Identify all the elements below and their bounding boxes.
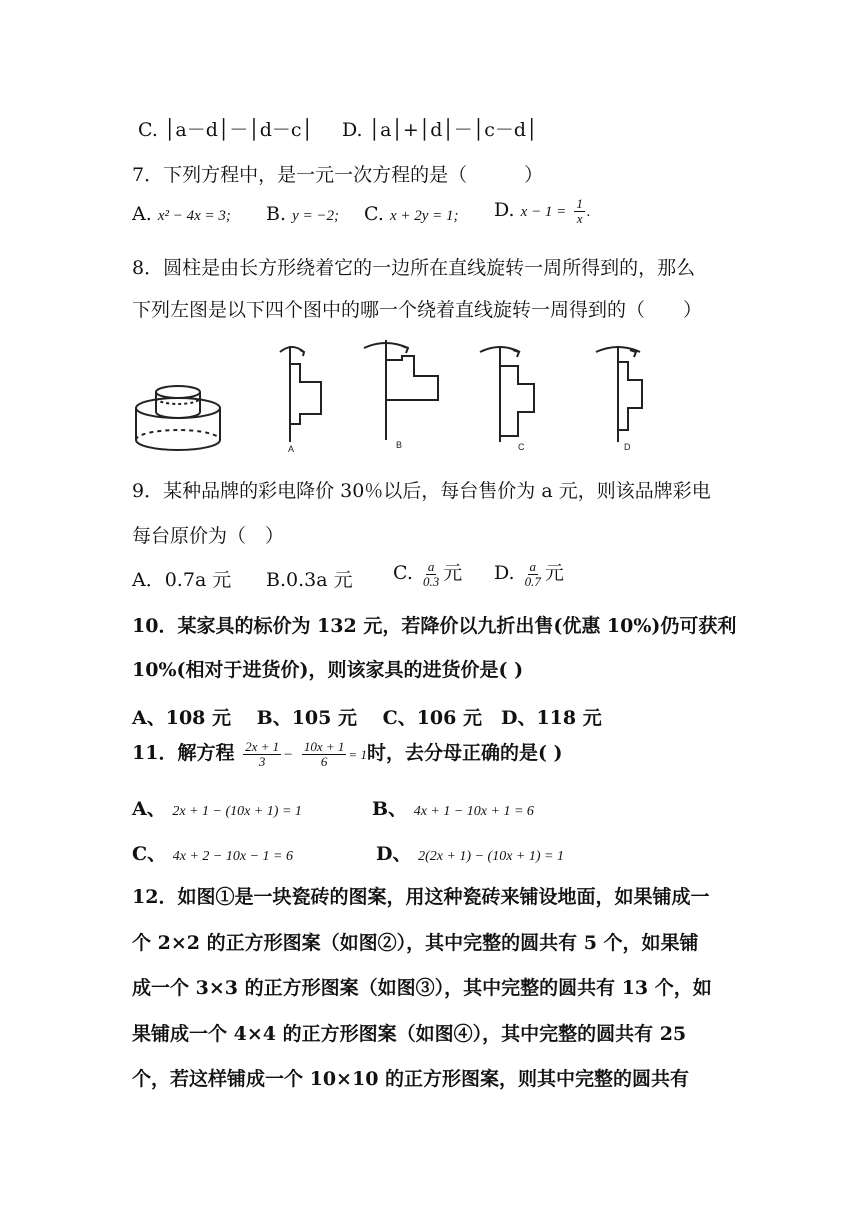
figure-d (596, 346, 642, 442)
figure-a (280, 346, 321, 442)
q9-option-d-fraction (523, 560, 543, 588)
q7-option-a-math: x² − 4x = 3; (157, 208, 231, 224)
q9-option-c-unit: 元 (443, 562, 463, 584)
figure-label-d: D (624, 442, 631, 452)
q11-option-a-label: A、 (132, 798, 166, 820)
q11-fraction-2-numerator: 10x + 1 (303, 738, 345, 754)
q7-option-d-denominator: x (576, 210, 583, 226)
q11-option-b (372, 794, 534, 821)
q9-option-d-numerator: a (529, 558, 537, 574)
q11-fraction-2 (302, 740, 347, 768)
q11-option-a-math: 2x + 1 − (10x + 1) = 1 (172, 804, 302, 819)
q11-option-a (132, 794, 302, 821)
figure-label-c: C (518, 442, 525, 452)
q11-prefix: 11．解方程 (132, 742, 235, 764)
q11-option-b-math: 4x + 1 − 10x + 1 = 6 (413, 804, 534, 819)
q7-option-d-numerator: 1 (576, 196, 583, 211)
q8-line-1: 8．圆柱是由长方形绕着它的一边所在直线旋转一周所得到的，那么 (132, 257, 696, 279)
q9-option-c-numerator: a (427, 558, 435, 574)
q7-stem: 7．下列方程中，是一元一次方程的是（ ） (132, 164, 544, 186)
q11-option-d (376, 839, 564, 866)
q12-line-1: 12．如图①是一块瓷砖的图案，用这种瓷砖来铺设地面，如果铺成一 (132, 886, 710, 908)
q9-option-c-fraction (421, 560, 441, 588)
q8-figures (130, 338, 670, 458)
q7-option-b-math: y = −2; (292, 208, 339, 224)
q7-option-d-fraction (574, 197, 585, 225)
q7-option-c (364, 203, 459, 225)
figure-label-b: B (396, 440, 403, 450)
figure-b (364, 340, 438, 440)
figure-c (480, 346, 534, 442)
q11-option-b-label: B、 (372, 798, 408, 820)
q7-option-a-label: A. (132, 203, 152, 225)
q7-option-d-label: D. (494, 199, 515, 222)
q11-option-d-label: D、 (376, 843, 412, 865)
q12-line-2: 个 2×2 的正方形图案（如图②），其中完整的圆共有 5 个，如果铺 (132, 932, 699, 954)
q9-option-c (393, 558, 462, 588)
q11-fraction-1 (243, 740, 281, 768)
q11-fraction-2-denominator: 6 (320, 753, 328, 769)
q9-option-d (494, 558, 564, 588)
q11-fraction-1-denominator: 3 (258, 753, 266, 769)
q12-line-3: 成一个 3×3 的正方形图案（如图③），其中完整的圆共有 13 个，如 (132, 977, 712, 999)
q11-minus: − (283, 747, 294, 763)
q8-line-2: 下列左图是以下四个图中的哪一个绕着直线旋转一周得到的（ ） (132, 299, 703, 321)
q7-option-b (266, 203, 339, 225)
q10-line-1: 10．某家具的标价为 132 元，若降价以九折出售(优惠 10%)仍可获利 (132, 615, 737, 637)
q9-option-c-denominator: 0.3 (422, 573, 440, 589)
q7-option-d (494, 197, 591, 225)
q7-option-a (132, 203, 231, 225)
q11-option-c-math: 4x + 2 − 10x − 1 = 6 (172, 849, 293, 864)
q7-option-d-period: . (586, 204, 591, 221)
q12-line-5: 个，若这样铺成一个 10×10 的正方形图案，则其中完整的圆共有 (132, 1068, 690, 1090)
q6-option-c: C. │a－d│－│d－c│ (138, 119, 313, 141)
q10-options: A、108 元 B、105 元 C、106 元 D、118 元 (132, 707, 602, 729)
stacked-cylinder-figure (136, 386, 220, 450)
q9-option-a: A．0.7a 元 (132, 569, 232, 591)
q9-option-d-denominator: 0.7 (524, 573, 541, 589)
q9-option-b: B.0.3a 元 (266, 569, 353, 591)
q6-option-d: D. │a│+│d│－│c－d│ (342, 119, 538, 141)
q10-line-2: 10%(相对于进货价)，则该家具的进货价是( ) (132, 659, 524, 681)
q11-equals: = 1 (348, 747, 367, 762)
figure-label-a: A (288, 444, 295, 454)
q11-suffix: 时，去分母正确的是( ) (366, 742, 563, 764)
q11-stem (132, 738, 563, 768)
q11-option-c (132, 839, 293, 866)
q7-option-c-math: x + 2y = 1; (389, 208, 459, 224)
q12-line-4: 果铺成一个 4×4 的正方形图案（如图④），其中完整的圆共有 25 (132, 1023, 687, 1045)
q7-option-d-math: x − 1 = (520, 204, 567, 221)
q9-option-c-label: C. (393, 562, 413, 584)
q7-option-c-label: C. (364, 203, 384, 225)
q9-option-d-unit: 元 (544, 562, 564, 584)
q9-line-2: 每台原价为（ ） (132, 525, 285, 547)
q11-fraction-1-numerator: 2x + 1 (245, 738, 280, 754)
q9-option-d-label: D. (494, 562, 515, 584)
q7-option-b-label: B. (266, 203, 287, 225)
q9-line-1: 9．某种品牌的彩电降价 30％以后，每台售价为 a 元，则该品牌彩电 (132, 480, 711, 502)
q11-option-c-label: C、 (132, 843, 167, 865)
q11-option-d-math: 2(2x + 1) − (10x + 1) = 1 (418, 849, 564, 864)
